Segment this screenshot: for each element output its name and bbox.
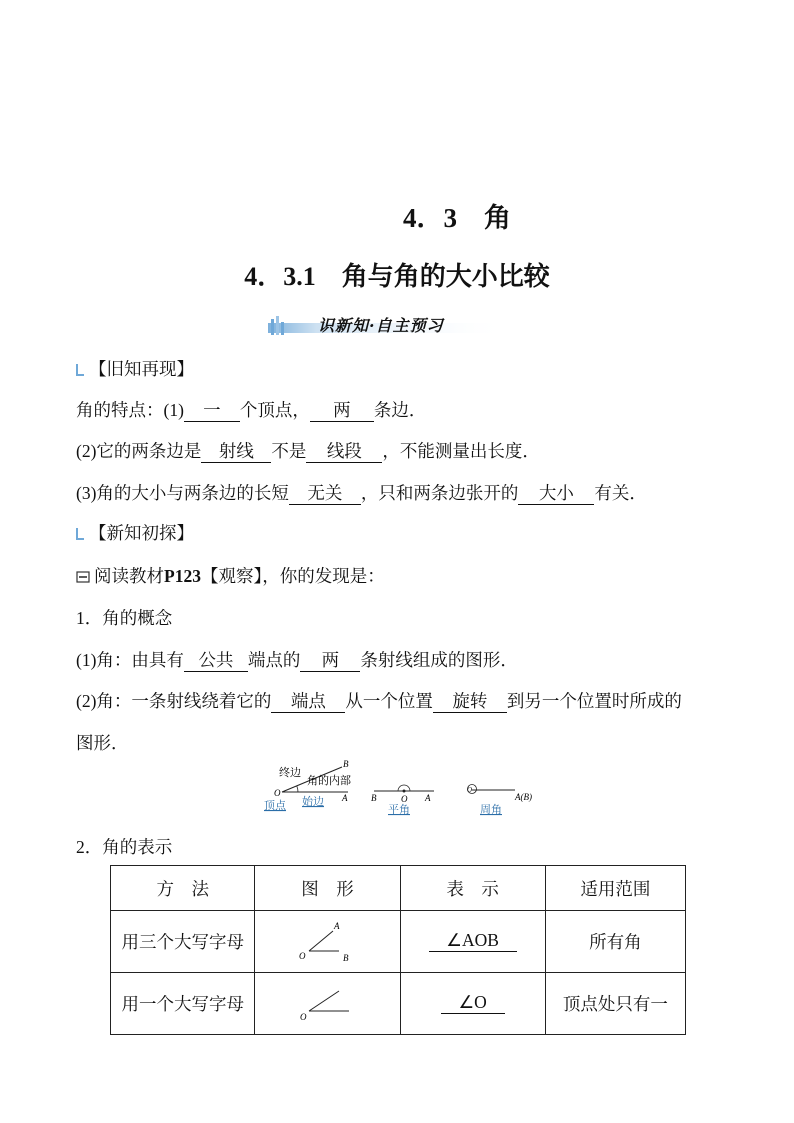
- answer-blank: 旋转: [433, 693, 507, 713]
- answer-blank: 无关: [289, 485, 361, 505]
- answer-blank: 两: [310, 402, 374, 422]
- text: 角的特点：: [76, 401, 164, 421]
- text: 它的两条边是: [96, 442, 202, 462]
- answer-blank: 两: [300, 652, 360, 672]
- vertex-caption: 顶点: [264, 799, 286, 812]
- text: ，只和两条边张开的: [360, 484, 519, 504]
- label-o: O: [401, 794, 408, 804]
- figure-cell: [255, 973, 400, 1035]
- header-scope: 适用范围: [545, 866, 685, 911]
- book-icon: [76, 570, 90, 584]
- text: 到另一个位置时所成的: [506, 692, 682, 712]
- text: ．角的表示: [84, 838, 173, 858]
- text: 从一个位置: [345, 692, 433, 712]
- explore-heading: [76, 520, 194, 545]
- answer-blank: 大小: [518, 485, 594, 505]
- answer-blank: 一: [184, 402, 240, 422]
- scope-cell: 所有角: [545, 911, 685, 973]
- label-ab: A(B): [515, 792, 532, 802]
- angle-aob-figure: [287, 915, 367, 963]
- straight-angle-figure: [371, 785, 434, 816]
- text: ．角的概念: [84, 609, 173, 629]
- angle-notation-table: [110, 865, 686, 1035]
- label-a: A: [334, 921, 340, 931]
- text: 角：一条射线绕着它的: [96, 692, 272, 712]
- text: 端点的: [247, 651, 301, 671]
- item-number: (2): [76, 691, 97, 711]
- section-title: [0, 196, 794, 235]
- text: 条射线组成的图形．: [360, 651, 518, 671]
- review-line-3: [76, 480, 647, 505]
- text: 角的大小与两条边的长短: [96, 484, 289, 504]
- item-number: 2: [76, 837, 85, 857]
- text: 【观察】，你的发现是：: [200, 567, 385, 587]
- answer-blank: 射线: [201, 443, 271, 463]
- label-o: O: [300, 1012, 307, 1022]
- bookmark-icon: [76, 363, 85, 377]
- section-2-heading: [76, 834, 172, 859]
- angle-o-figure: [287, 977, 367, 1025]
- subsection-number: 4．3.1: [244, 262, 316, 291]
- terminal-side-label: 终边: [279, 766, 301, 779]
- interior-label: 角的内部: [307, 774, 351, 787]
- page-ref: P123: [164, 566, 201, 586]
- banner-text: 识新知·自主预习: [318, 316, 444, 335]
- review-line-1: [76, 397, 426, 422]
- text: 有关．: [594, 484, 647, 504]
- text: ，不能测量出长度．: [382, 442, 540, 462]
- notation-cell: [400, 911, 545, 973]
- item-number: (1): [76, 650, 97, 670]
- header-notation: 表 示: [400, 866, 545, 911]
- angle-figure-rotation: [264, 759, 351, 812]
- angle-figures: [262, 758, 552, 820]
- text: 不是: [271, 442, 307, 462]
- answer-blank: 公共: [184, 652, 248, 672]
- label-a: A: [425, 793, 431, 803]
- answer-blank: 线段: [306, 443, 382, 463]
- section-title-text: 角: [484, 203, 511, 234]
- label-o: O: [299, 951, 306, 961]
- answer-blank: 端点: [271, 693, 345, 713]
- label-b: B: [371, 793, 377, 803]
- definition-1: [76, 647, 518, 672]
- definition-2-continued: 图形．: [76, 734, 129, 754]
- header-figure: 图 形: [255, 866, 400, 911]
- figure-cell: [255, 911, 400, 973]
- text: 条边．: [373, 401, 427, 421]
- header-method: 方 法: [111, 866, 255, 911]
- label-o: O: [274, 788, 281, 798]
- label-b: B: [343, 759, 349, 769]
- scope-cell: 顶点处只有一: [545, 973, 685, 1035]
- item-number: (3): [76, 483, 97, 503]
- table-header-row: [111, 866, 686, 911]
- review-line-2: [76, 438, 540, 463]
- subsection-title: [0, 256, 794, 293]
- item-number: 1: [76, 608, 85, 628]
- table-row: [111, 973, 686, 1035]
- method-cell: 用一个大写字母: [111, 973, 255, 1035]
- text: 角：由具有: [96, 651, 184, 671]
- straight-angle-caption: 平角: [388, 803, 410, 816]
- text: 阅读教材: [94, 567, 164, 587]
- subsection-title-text: 角与角的大小比较: [341, 262, 550, 292]
- text: 个顶点，: [239, 401, 310, 421]
- label-o: O: [467, 786, 473, 794]
- read-line: [76, 563, 385, 588]
- full-angle-caption: 周角: [480, 803, 502, 816]
- table-row: [111, 911, 686, 973]
- answer-blank: ∠O: [441, 993, 505, 1013]
- bookmark-icon: [76, 527, 85, 541]
- review-heading-text: 【旧知再现】: [89, 360, 194, 380]
- definition-2: [76, 688, 682, 713]
- section-number: 4．3: [403, 203, 457, 233]
- explore-heading-text: 【新知初探】: [89, 524, 194, 544]
- method-cell: 用三个大写字母: [111, 911, 255, 973]
- item-number: (2): [76, 441, 97, 461]
- notation-cell: [400, 973, 545, 1035]
- label-b: B: [343, 953, 349, 963]
- review-heading: [76, 356, 194, 381]
- full-angle-figure: [467, 785, 532, 817]
- initial-side-caption: 始边: [302, 795, 324, 808]
- section-1-heading: [76, 605, 172, 630]
- answer-blank: ∠AOB: [429, 931, 517, 951]
- label-a: A: [342, 793, 348, 803]
- item-number: (1): [163, 400, 184, 420]
